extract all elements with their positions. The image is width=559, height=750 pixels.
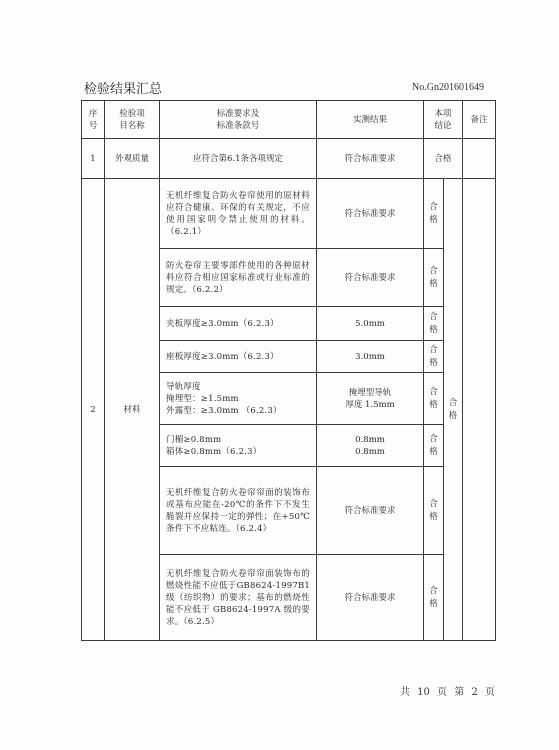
sub-conclusion: 合格 <box>424 249 444 307</box>
sub-requirement: 无机纤维复合防火卷帘帘面的装饰布或基布应能在-20℃的条件下不发生脆裂并应保持一定的弹性；在+50℃条件下不应粘连。（6.2.4） <box>160 467 317 555</box>
sub-conclusion: 合格 <box>424 373 444 425</box>
sub-conclusion: 合格 <box>424 307 444 341</box>
sub-conclusion: 合格 <box>424 341 444 373</box>
row1-conclusion: 合格 <box>424 139 463 179</box>
header-measured: 实测结果 <box>317 101 424 139</box>
table-row <box>82 179 496 249</box>
row1-seq: 1 <box>82 139 105 179</box>
sub-measured: 5.0mm <box>317 307 424 341</box>
page-info: 共 10 页 第 2 页 <box>400 687 495 698</box>
table-row <box>82 139 496 179</box>
sub-conclusion: 合格 <box>424 425 444 467</box>
sub-requirement: 座板厚度≥3.0mm（6.2.3） <box>160 341 317 373</box>
page-title: 检验结果汇总 <box>84 82 163 97</box>
row2-item: 材料 <box>105 179 160 641</box>
sub-requirement: 导轨厚度 掩埋型：≥1.5mm 外露型：≥3.0mm （6.2.3） <box>160 373 317 425</box>
header-remark: 备注 <box>463 101 496 139</box>
sub-requirement: 夹板厚度≥3.0mm（6.2.3） <box>160 307 317 341</box>
row2-seq: 2 <box>82 179 105 641</box>
sub-requirement: 门楣≥0.8mm 箱体≥0.8mm（6.2.3） <box>160 425 317 467</box>
header-requirement: 标准要求及 标准条款号 <box>160 101 317 139</box>
sub-requirement: 无机纤维复合防火卷帘帘面装饰布的燃烧性能不应低于GB8624-1997B1级（纺织物）的要求；基布的燃烧性能不应低于 GB8624-1997A 级的要求。（6.2.5） <box>160 555 317 641</box>
sub-measured: 符合标准要求 <box>317 179 424 249</box>
row1-requirement: 应符合第6.1条各项规定 <box>160 139 317 179</box>
sub-measured: 掩埋型导轨 厚度 1.5mm <box>317 373 424 425</box>
sub-measured: 符合标准要求 <box>317 249 424 307</box>
sub-conclusion: 合格 <box>424 179 444 249</box>
sub-measured: 3.0mm <box>317 341 424 373</box>
sub-requirement: 无机纤维复合防火卷帘使用的原材料应符合健康、环保的有关规定，不应使用国家明令禁止使用的材料。（6.2.1） <box>160 179 317 249</box>
row1-remark <box>463 139 496 179</box>
sub-requirement: 防火卷帘主要零部件使用的各种原材料应符合相应国家标准或行业标准的规定。（6.2.2） <box>160 249 317 307</box>
sub-conclusion: 合格 <box>424 555 444 641</box>
row2-remark <box>463 179 496 641</box>
sub-measured: 0.8mm 0.8mm <box>317 425 424 467</box>
row2-overall-conclusion: 合格 <box>444 179 463 641</box>
row1-item: 外观质量 <box>105 139 160 179</box>
header-row <box>82 101 496 139</box>
sub-measured: 符合标准要求 <box>317 555 424 641</box>
header-conclusion: 本项 结论 <box>424 101 463 139</box>
header-item: 检验项 目名称 <box>105 101 160 139</box>
report-number: No.Gn201601649 <box>412 82 484 93</box>
sub-conclusion: 合格 <box>424 467 444 555</box>
header-seq: 序 号 <box>82 101 105 139</box>
results-table <box>81 100 496 641</box>
sub-measured: 符合标准要求 <box>317 467 424 555</box>
row1-measured: 符合标准要求 <box>317 139 424 179</box>
